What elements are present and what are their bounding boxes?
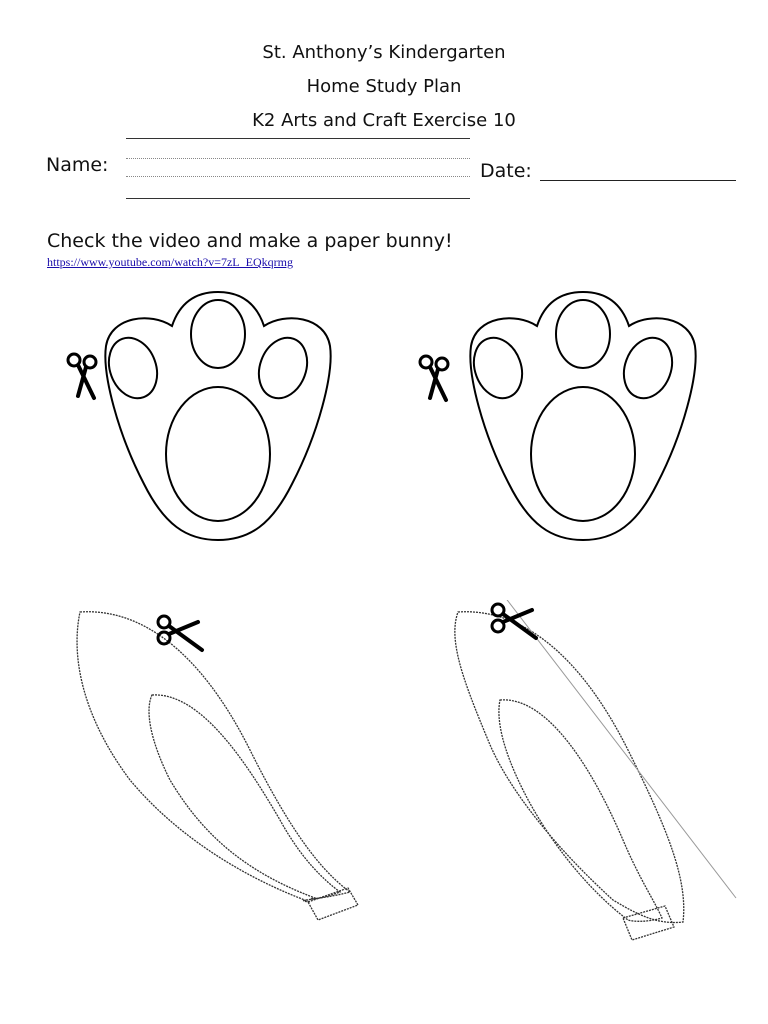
school-name: St. Anthony’s Kindergarten [262,42,506,63]
paw-left-toe [191,300,245,368]
name-line-dotted [126,158,470,159]
worksheet-header [0,36,768,138]
name-line-dotted [126,176,470,177]
paw-right-pad [531,387,635,521]
name-line-top [126,138,470,139]
scissors-icon [64,350,108,402]
paw-right-toe [556,300,610,368]
name-writing-lines[interactable] [126,134,470,206]
scissors-icon [416,352,460,404]
paw-left [100,284,336,546]
name-date-row [46,134,746,206]
paw-left-pad [166,387,270,521]
paw-right [465,284,701,546]
ear-right [418,600,748,960]
name-label: Name: [46,154,109,176]
scissors-icon [154,612,206,656]
scissors-icon [488,600,540,644]
video-link[interactable]: https://www.youtube.com/watch?v=7zL_EQkqrmg [47,255,293,269]
exercise-title: K2 Arts and Craft Exercise 10 [252,110,516,131]
cut-guide-line [488,600,736,898]
name-line-bottom [126,198,470,199]
paw-left-toe [251,331,315,405]
plan-title: Home Study Plan [306,76,462,97]
paw-right-toe [616,331,680,405]
date-writing-line[interactable] [540,180,736,181]
date-label: Date: [480,160,532,182]
instruction-text: Check the video and make a paper bunny! [47,230,453,252]
